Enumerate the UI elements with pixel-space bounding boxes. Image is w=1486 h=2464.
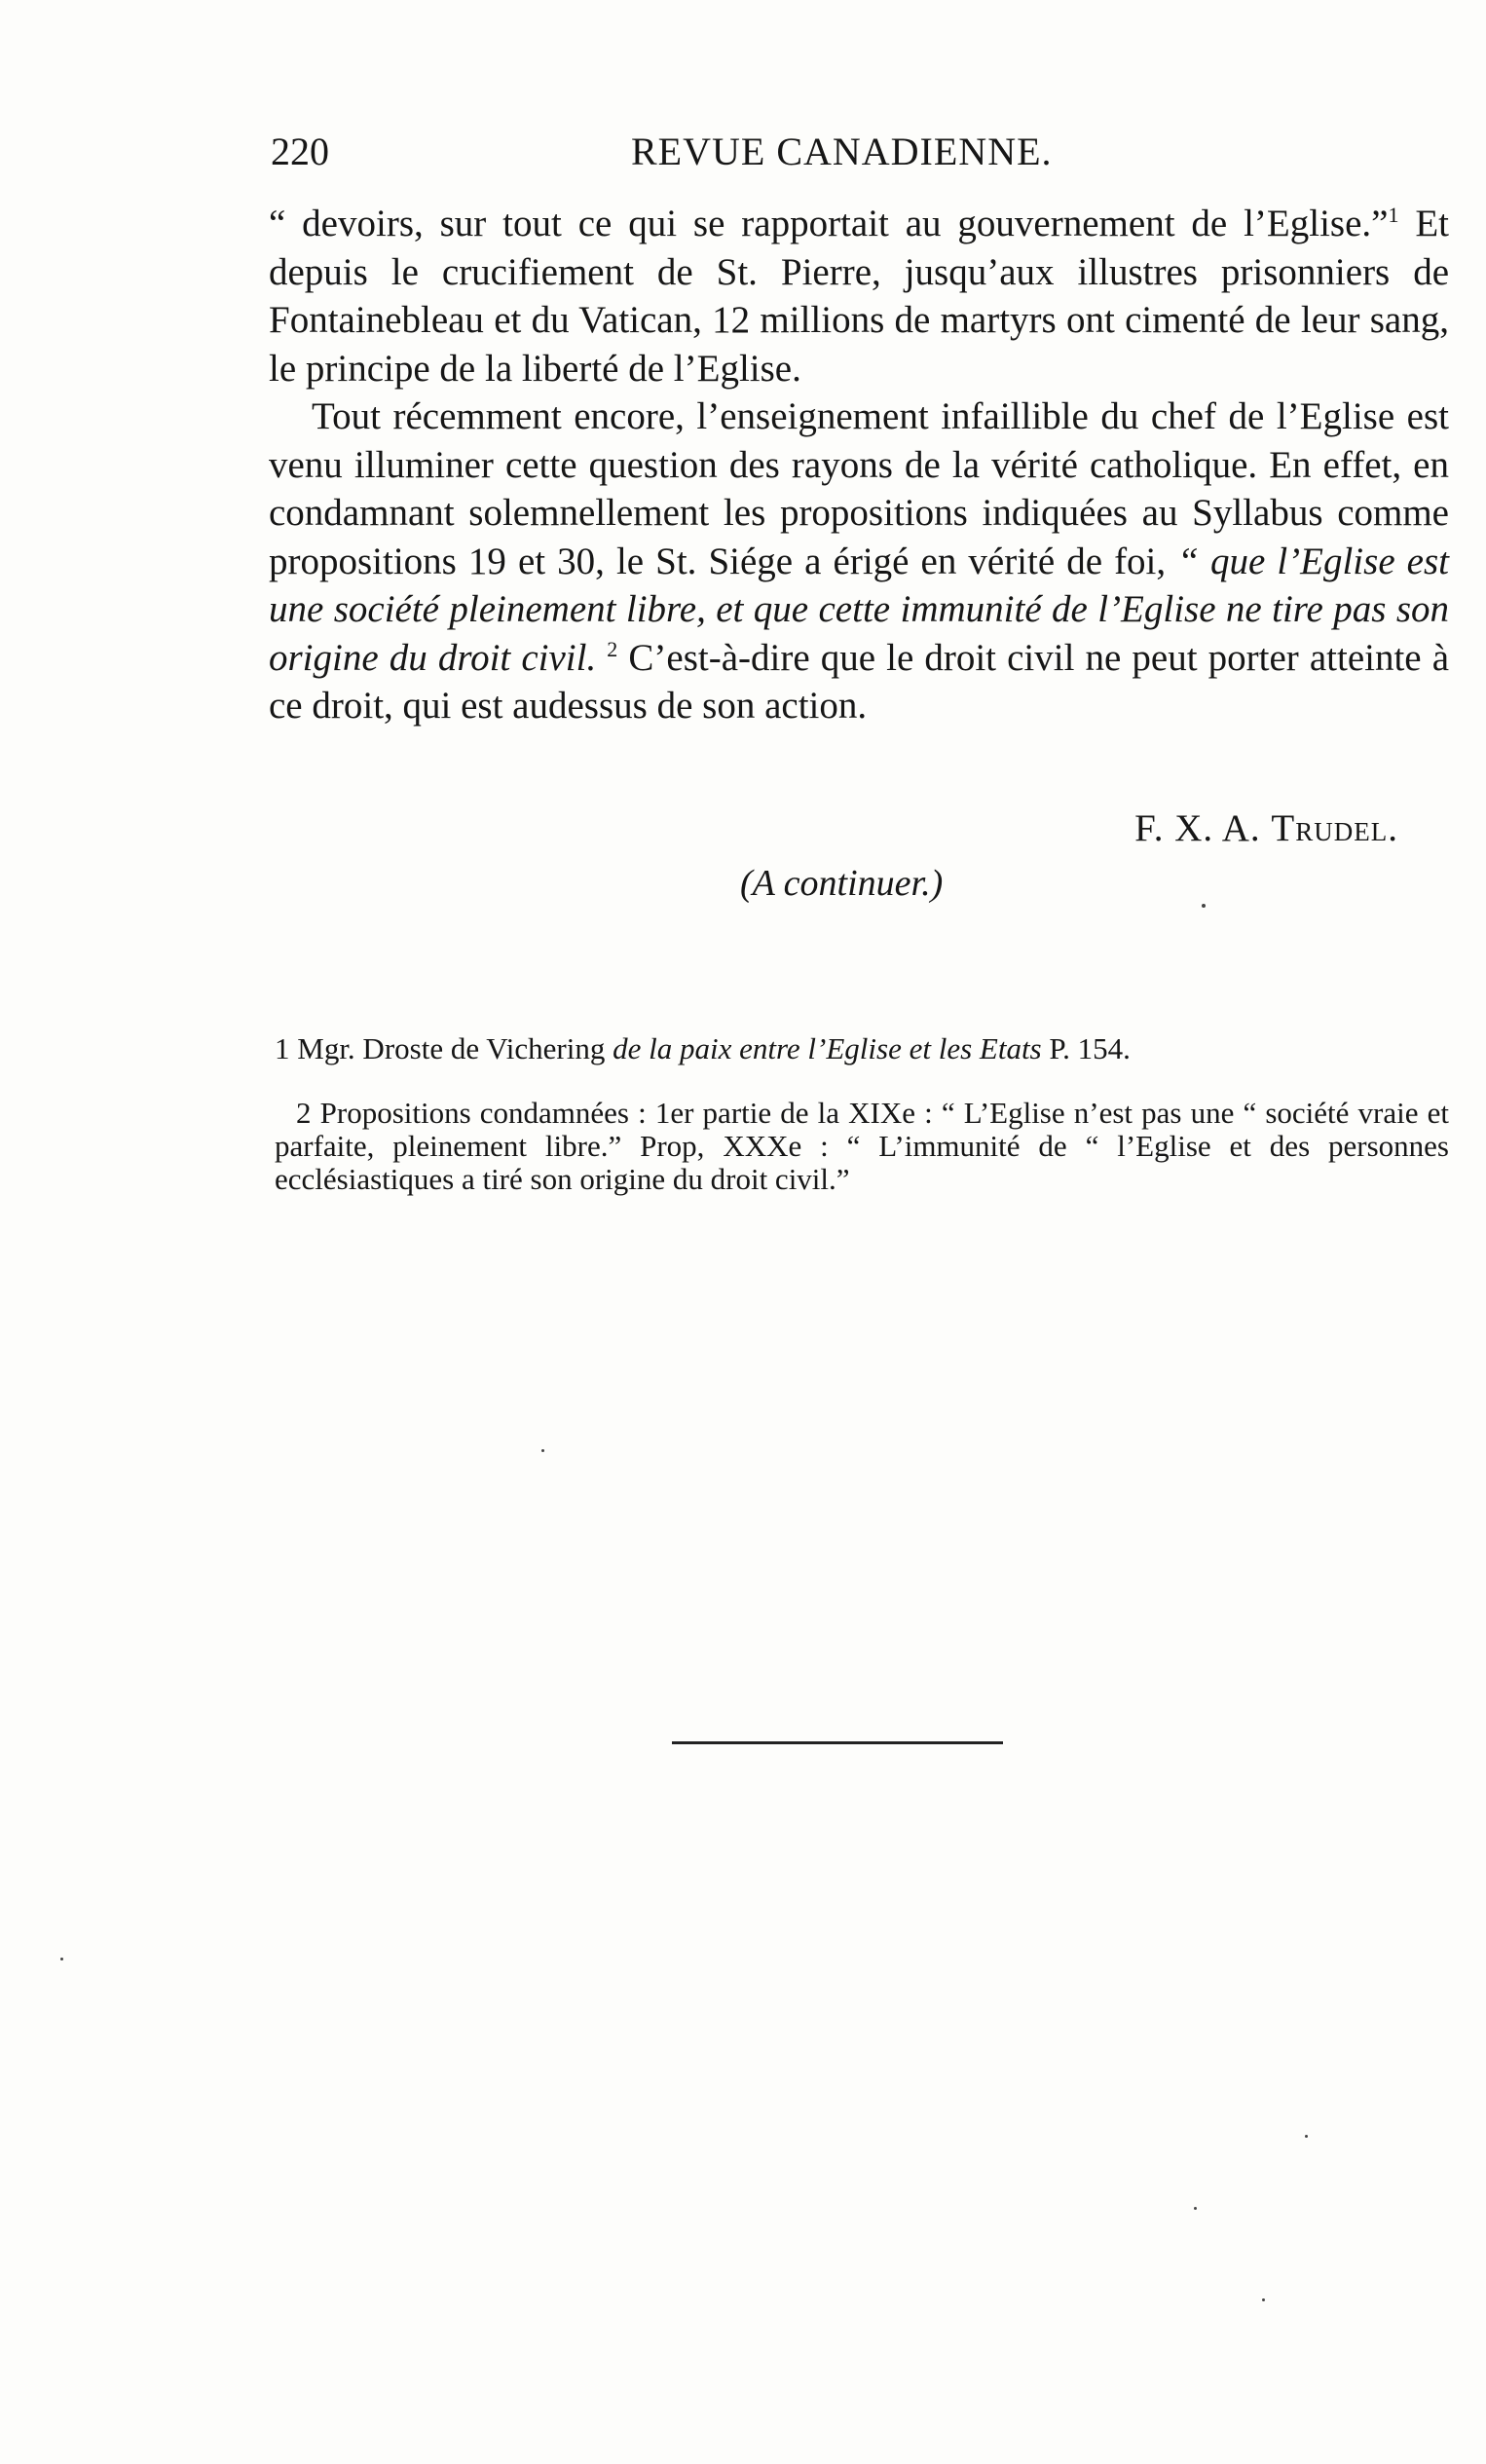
paragraph-2-text: Tout récemment encore, l’enseignement infaillible du chef de l’Eglise est venu illuminer cette question des rayons de la vérité catholique. En effet, en condamnant solemnellement les propositions indiquées au Syllabus comme propositions 19 et 30, le St. Siége a érigé en vérité de foi, <box>269 395 1449 582</box>
paragraph-1 <box>269 200 1449 392</box>
page-header <box>271 129 1449 179</box>
footnote-ref-1: 1 <box>1388 203 1399 227</box>
footnote-1-page: P. 154. <box>1049 1031 1131 1065</box>
print-speck <box>1202 904 1206 908</box>
print-speck <box>541 1449 544 1452</box>
paragraph-1-text: “ devoirs, sur tout ce qui se rapportait au gouvernement de l’Eglise.” <box>269 203 1389 244</box>
end-rule <box>672 1741 1003 1744</box>
syllabus-quotation: “ que l’Eglise est une société pleinement libre, et que cette immunité de l’Eglise ne tire pas son origine du droit civil. <box>269 540 1449 679</box>
footnote-2-text: Propositions condamnées : 1er partie de la XIXe : “ L’Eglise n’est pas une “ société vraie et parfaite, pleinement libre.” Prop, XXXe : “ L’immunité de “ l’Eglise et des personnes ecclésiastiques a tiré son origine du droit civil.” <box>275 1096 1449 1196</box>
signature-surname: Trudel. <box>1271 807 1398 849</box>
signature-initials: F. X. A. <box>1134 807 1261 849</box>
running-title: REVUE CANADIENNE. <box>631 130 1053 173</box>
footnote-1 <box>275 1032 1449 1065</box>
footnote-1-number: 1 <box>275 1031 290 1065</box>
footnote-1-title: de la paix entre l’Eglise et les Etats <box>613 1031 1042 1065</box>
paragraph-2-end: C’est-à-dire que le droit civil ne peut porter atteinte à ce droit, qui est audessus de son action. <box>269 636 1450 727</box>
paragraph-2 <box>269 392 1449 730</box>
body-text <box>269 200 1449 730</box>
footnote-2-number: 2 <box>296 1096 312 1130</box>
print-speck <box>60 1958 63 1960</box>
footnote-2 <box>275 1097 1449 1196</box>
print-speck <box>1194 2207 1197 2210</box>
footnote-1-author: Mgr. Droste de Vichering <box>297 1031 606 1065</box>
continuation-note: (A continuer.) <box>740 863 944 904</box>
footnotes <box>275 1032 1449 1227</box>
page-number: 220 <box>271 130 329 173</box>
author-signature <box>1134 806 1398 850</box>
paragraph-1-continuation: Et depuis le crucifiement de St. Pierre, jusqu’aux illustres prisonniers de Fontainebleau et du Vatican, 12 millions de martyrs ont cimenté de leur sang, le principe de la liberté de l’Eglise. <box>269 203 1449 390</box>
print-speck <box>1305 2135 1308 2138</box>
footnote-ref-2: 2 <box>607 636 618 661</box>
print-speck <box>1262 2298 1265 2301</box>
